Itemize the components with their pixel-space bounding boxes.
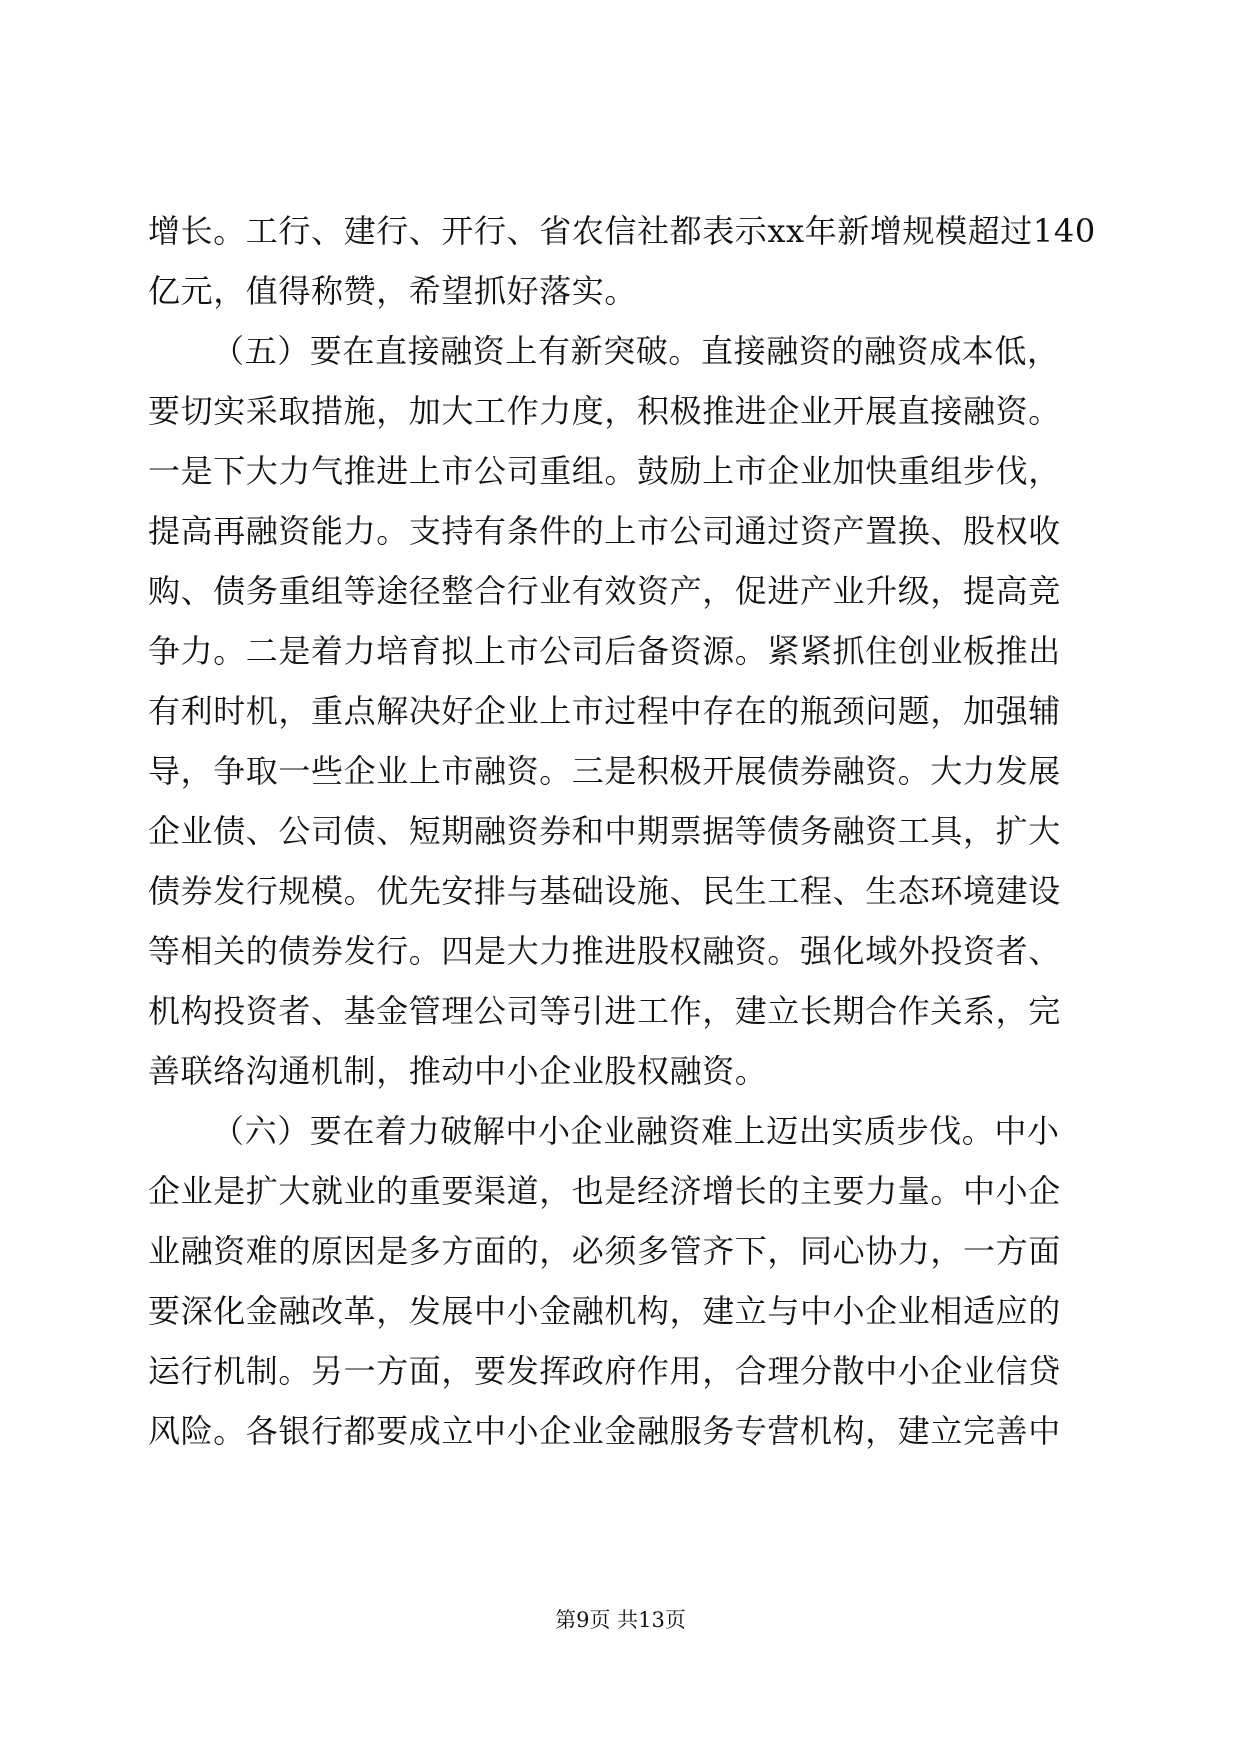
text-line: 债券发行规模。优先安排与基础设施、民生工程、生态环境建设 <box>148 872 1061 910</box>
text-line: 企业债、公司债、短期融资券和中期票据等债务融资工具，扩大 <box>148 812 1061 850</box>
text-line: 一是下大力气推进上市公司重组。鼓励上市企业加快重组步伐， <box>148 452 1061 490</box>
text-line: 要深化金融改革，发展中小金融机构，建立与中小企业相适应的 <box>148 1292 1061 1330</box>
text-line: 亿元，值得称赞，希望抓好落实。 <box>148 272 638 310</box>
paragraph-heading-line: （六）要在着力破解中小企业融资难上迈出实质步伐。中小 <box>212 1112 1060 1150</box>
text-line: 有利时机，重点解决好企业上市过程中存在的瓶颈问题，加强辅 <box>148 692 1061 730</box>
paragraph-heading-line: （五）要在直接融资上有新突破。直接融资的融资成本低， <box>212 332 1060 370</box>
text-line: 购、债务重组等途径整合行业有效资产，促进产业升级，提高竞 <box>148 572 1061 610</box>
text-line: 机构投资者、基金管理公司等引进工作，建立长期合作关系，完 <box>148 992 1061 1030</box>
text-line: 等相关的债券发行。四是大力推进股权融资。强化域外投资者、 <box>148 932 1061 970</box>
text-line: 善联络沟通机制，推动中小企业股权融资。 <box>148 1052 768 1090</box>
page-footer: 第9页 共13页 <box>555 1608 686 1632</box>
text-line: 争力。二是着力培育拟上市公司后备资源。紧紧抓住创业板推出 <box>148 632 1061 670</box>
text-line: 要切实采取措施，加大工作力度，积极推进企业开展直接融资。 <box>148 392 1061 430</box>
text-line: 风险。各银行都要成立中小企业金融服务专营机构，建立完善中 <box>148 1412 1061 1450</box>
text-line: 企业是扩大就业的重要渠道，也是经济增长的主要力量。中小企 <box>148 1172 1061 1210</box>
text-line: 运行机制。另一方面，要发挥政府作用，合理分散中小企业信贷 <box>148 1352 1061 1390</box>
text-line: 导，争取一些企业上市融资。三是积极开展债券融资。大力发展 <box>148 752 1061 790</box>
text-line: 提高再融资能力。支持有条件的上市公司通过资产置换、股权收 <box>148 512 1061 550</box>
text-line: 业融资难的原因是多方面的，必须多管齐下，同心协力，一方面 <box>148 1232 1061 1270</box>
text-line: 增长。工行、建行、开行、省农信社都表示xx年新增规模超过140 <box>148 212 1096 250</box>
